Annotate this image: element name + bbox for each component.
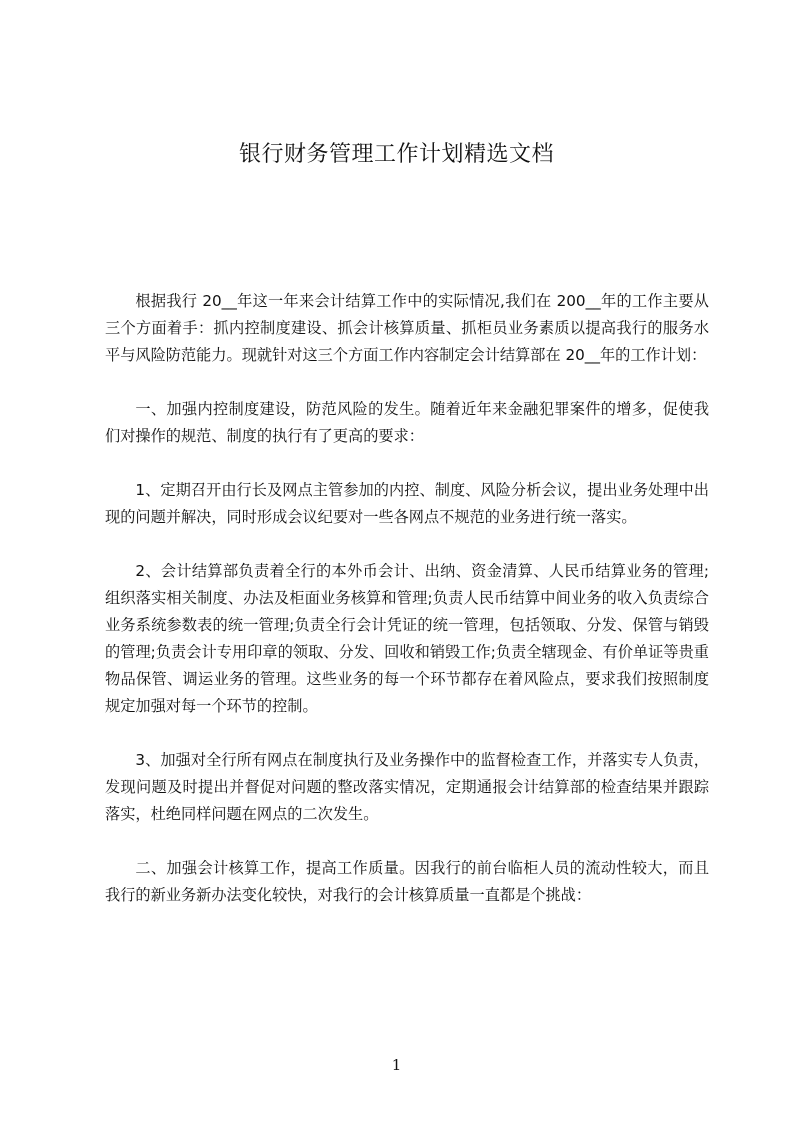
document-body [105,288,709,936]
paragraph-item-3: 3、加强对全行所有网点在制度执行及业务操作中的监督检查工作，并落实专人负责，发现问题及时提出并督促对问题的整改落实情况，定期通报会计结算部的检查结果并跟踪落实，杜绝同样问题在网点的二次发生。 [105,751,709,823]
document-title: 银行财务管理工作计划精选文档 [238,142,554,167]
paragraph-section-2: 二、加强会计核算工作，提高工作质量。因我行的前台临柜人员的流动性较大，而且我行的新业务新办法变化较快，对我行的会计核算质量一直都是个挑战： [105,859,709,904]
paragraph-item-2: 2、会计结算部负责着全行的本外币会计、出纳、资金清算、人民币结算业务的管理;组织落实相关制度、办法及柜面业务核算和管理;负责人民币结算中间业务的收入负责综合业务系统参数表的统一管理;负责全行会计凭证的统一管理，包括领取、分发、保管与销毁的管理;负责会计专用印章的领取、分发、回收和销毁工作;负责全辖现金、有价单证等贵重物品保管、调运业务的管理。这些业务的每一个环节都存在着风险点，要求我们按照制度规定加强对每一个环节的控制。 [105,562,709,715]
paragraph-section-1: 一、加强内控制度建设，防范风险的发生。随着近年来金融犯罪案件的增多，促使我们对操作的规范、制度的执行有了更高的要求： [105,400,709,445]
paragraph-intro: 根据我行 20__年这一年来会计结算工作中的实际情况,我们在 200__年的工作主要从三个方面着手：抓内控制度建设、抓会计核算质量、抓柜员业务素质以提高我行的服务水平与风险防范能力。现就针对这三个方面工作内容制定会计结算部在 20__年的工作计划： [105,292,709,364]
paragraph-item-1: 1、定期召开由行长及网点主管参加的内控、制度、风险分析会议，提出业务处理中出现的问题并解决，同时形成会议纪要对一些各网点不规范的业务进行统一落实。 [105,481,709,526]
page-number: 1 [391,1056,402,1074]
